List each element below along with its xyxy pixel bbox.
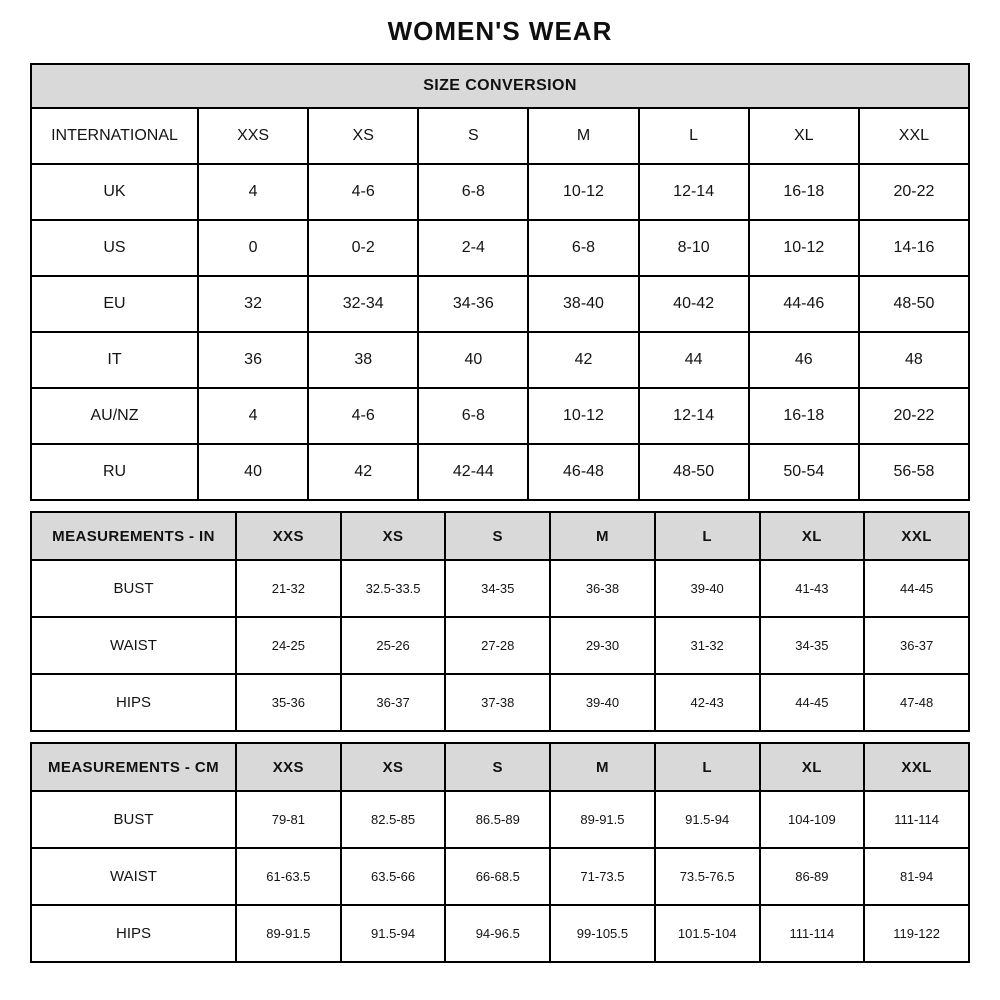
size-column-header: L — [655, 512, 760, 560]
row-label: EU — [31, 276, 198, 332]
table-cell: 86.5-89 — [445, 791, 550, 848]
row-label: RU — [31, 444, 198, 500]
table-cell: 99-105.5 — [550, 905, 655, 962]
table-cell: 36-38 — [550, 560, 655, 617]
table-cell: 86-89 — [760, 848, 865, 905]
table-row — [31, 791, 969, 848]
table-cell: 2-4 — [418, 220, 528, 276]
table-cell: 34-35 — [445, 560, 550, 617]
table-cell: 20-22 — [859, 164, 969, 220]
table-row — [31, 332, 969, 388]
table-row — [31, 220, 969, 276]
table-cell: 39-40 — [550, 674, 655, 731]
page-title: WOMEN'S WEAR — [387, 16, 613, 46]
table-cell: 0 — [198, 220, 308, 276]
size-column-header: M — [550, 743, 655, 791]
table-cell: 46 — [749, 332, 859, 388]
table-cell: XXL — [859, 108, 969, 164]
table-cell: 119-122 — [864, 905, 969, 962]
measurements-in-title: MEASUREMENTS - IN — [31, 512, 236, 560]
table-cell: 66-68.5 — [445, 848, 550, 905]
measurements-in-table — [30, 511, 970, 732]
table-row — [31, 444, 969, 500]
table-cell: 31-32 — [655, 617, 760, 674]
table-cell: 8-10 — [639, 220, 749, 276]
table-cell: 10-12 — [528, 388, 638, 444]
row-label: IT — [31, 332, 198, 388]
table-cell: 38-40 — [528, 276, 638, 332]
table-cell: 44-45 — [864, 560, 969, 617]
row-label: UK — [31, 164, 198, 220]
table-cell: 42-44 — [418, 444, 528, 500]
table-cell: 37-38 — [445, 674, 550, 731]
table-cell: 4-6 — [308, 164, 418, 220]
row-label: WAIST — [31, 617, 236, 674]
table-cell: 63.5-66 — [341, 848, 446, 905]
size-column-header: XXL — [864, 743, 969, 791]
size-column-header: XS — [341, 743, 446, 791]
size-column-header: XL — [760, 743, 865, 791]
table-cell: 111-114 — [760, 905, 865, 962]
table-cell: 12-14 — [639, 164, 749, 220]
table-cell: 42 — [308, 444, 418, 500]
table-cell: 39-40 — [655, 560, 760, 617]
table-row — [31, 560, 969, 617]
table-cell: L — [639, 108, 749, 164]
row-label: US — [31, 220, 198, 276]
table-cell: 44 — [639, 332, 749, 388]
table-cell: 32 — [198, 276, 308, 332]
table-cell: 101.5-104 — [655, 905, 760, 962]
measurements-cm-table — [30, 742, 970, 963]
table-cell: 71-73.5 — [550, 848, 655, 905]
table-cell: 0-2 — [308, 220, 418, 276]
table-cell: 27-28 — [445, 617, 550, 674]
table-cell: 48-50 — [639, 444, 749, 500]
table-cell: 40 — [418, 332, 528, 388]
table-row — [31, 674, 969, 731]
table-cell: 36 — [198, 332, 308, 388]
table-row — [31, 164, 969, 220]
size-column-header: XS — [341, 512, 446, 560]
size-column-header: S — [445, 743, 550, 791]
size-column-header: XXS — [236, 512, 341, 560]
table-header-row — [31, 743, 969, 791]
measurements-cm-title: MEASUREMENTS - CM — [31, 743, 236, 791]
table-row — [31, 848, 969, 905]
table-cell: 89-91.5 — [236, 905, 341, 962]
table-cell: 73.5-76.5 — [655, 848, 760, 905]
table-cell: 6-8 — [528, 220, 638, 276]
table-cell: 6-8 — [418, 388, 528, 444]
table-cell: 46-48 — [528, 444, 638, 500]
table-cell: XL — [749, 108, 859, 164]
table-cell: 36-37 — [864, 617, 969, 674]
table-cell: 32.5-33.5 — [341, 560, 446, 617]
row-label: HIPS — [31, 674, 236, 731]
size-conversion-title: SIZE CONVERSION — [31, 64, 969, 108]
size-column-header: XXS — [236, 743, 341, 791]
table-cell: 48 — [859, 332, 969, 388]
table-cell: 44-45 — [760, 674, 865, 731]
size-column-header: XL — [760, 512, 865, 560]
table-row — [31, 276, 969, 332]
table-cell: M — [528, 108, 638, 164]
table-cell: 91.5-94 — [655, 791, 760, 848]
table-cell: 81-94 — [864, 848, 969, 905]
table-cell: 10-12 — [528, 164, 638, 220]
table-cell: 25-26 — [341, 617, 446, 674]
table-cell: 34-35 — [760, 617, 865, 674]
table-header-row — [31, 512, 969, 560]
size-column-header: M — [550, 512, 655, 560]
table-cell: 89-91.5 — [550, 791, 655, 848]
table-cell: 4-6 — [308, 388, 418, 444]
table-cell: 12-14 — [639, 388, 749, 444]
table-cell: 35-36 — [236, 674, 341, 731]
table-header-row — [31, 64, 969, 108]
table-cell: 41-43 — [760, 560, 865, 617]
table-row — [31, 388, 969, 444]
row-label: BUST — [31, 791, 236, 848]
table-cell: 44-46 — [749, 276, 859, 332]
table-row — [31, 617, 969, 674]
table-cell: 48-50 — [859, 276, 969, 332]
table-cell: 82.5-85 — [341, 791, 446, 848]
table-cell: 50-54 — [749, 444, 859, 500]
size-conversion-table — [30, 63, 970, 501]
row-label: WAIST — [31, 848, 236, 905]
table-cell: 6-8 — [418, 164, 528, 220]
size-column-header: XXL — [864, 512, 969, 560]
size-column-header: S — [445, 512, 550, 560]
row-label: AU/NZ — [31, 388, 198, 444]
table-cell: XS — [308, 108, 418, 164]
table-cell: 61-63.5 — [236, 848, 341, 905]
table-cell: 10-12 — [749, 220, 859, 276]
table-cell: 56-58 — [859, 444, 969, 500]
table-cell: 40 — [198, 444, 308, 500]
table-cell: 16-18 — [749, 388, 859, 444]
table-cell: 79-81 — [236, 791, 341, 848]
table-cell: 36-37 — [341, 674, 446, 731]
table-row — [31, 108, 969, 164]
table-cell: 40-42 — [639, 276, 749, 332]
table-cell: 24-25 — [236, 617, 341, 674]
table-cell: 94-96.5 — [445, 905, 550, 962]
table-cell: 38 — [308, 332, 418, 388]
row-label: HIPS — [31, 905, 236, 962]
row-label: BUST — [31, 560, 236, 617]
table-cell: 91.5-94 — [341, 905, 446, 962]
table-cell: 34-36 — [418, 276, 528, 332]
table-row — [31, 905, 969, 962]
table-cell: 14-16 — [859, 220, 969, 276]
size-chart-page — [30, 0, 970, 963]
table-cell: 16-18 — [749, 164, 859, 220]
table-cell: S — [418, 108, 528, 164]
table-cell: 4 — [198, 164, 308, 220]
table-cell: XXS — [198, 108, 308, 164]
table-cell: 42 — [528, 332, 638, 388]
row-label: INTERNATIONAL — [31, 108, 198, 164]
table-cell: 111-114 — [864, 791, 969, 848]
table-cell: 29-30 — [550, 617, 655, 674]
table-cell: 42-43 — [655, 674, 760, 731]
table-cell: 104-109 — [760, 791, 865, 848]
table-cell: 47-48 — [864, 674, 969, 731]
table-cell: 21-32 — [236, 560, 341, 617]
table-cell: 20-22 — [859, 388, 969, 444]
table-cell: 4 — [198, 388, 308, 444]
size-column-header: L — [655, 743, 760, 791]
table-cell: 32-34 — [308, 276, 418, 332]
